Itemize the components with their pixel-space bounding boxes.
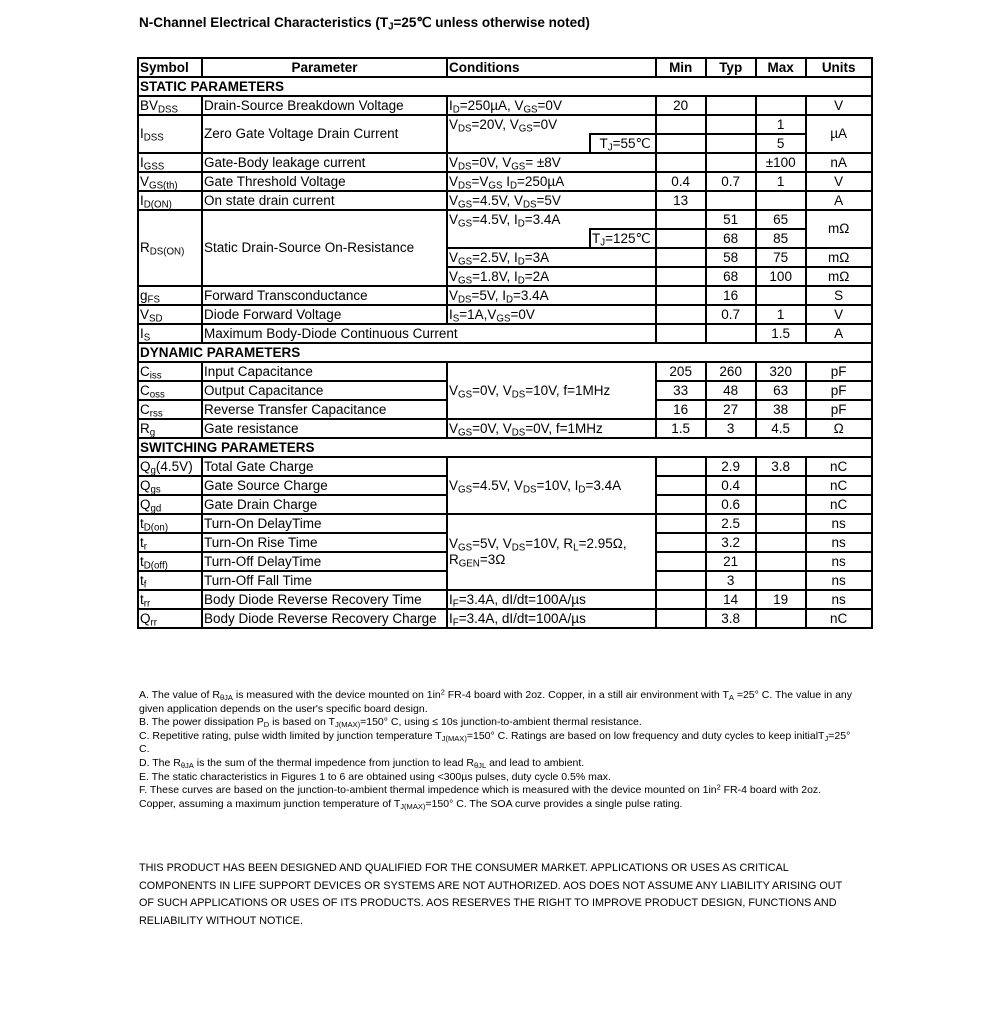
typ: 68 xyxy=(706,229,756,248)
units: V xyxy=(806,96,872,115)
parameter: Turn-Off DelayTime xyxy=(202,552,447,571)
parameter: Diode Forward Voltage xyxy=(202,305,447,324)
parameter: Drain-Source Breakdown Voltage xyxy=(202,96,447,115)
units: ns xyxy=(806,552,872,571)
max: 3.8 xyxy=(756,457,806,476)
symbol: $t_{D(on)}$ xyxy=(138,514,202,533)
min xyxy=(656,210,706,229)
max: 1 xyxy=(756,172,806,191)
max: 75 xyxy=(756,248,806,267)
symbol: $t_f$ xyxy=(138,571,202,590)
min: 33 xyxy=(656,381,706,400)
min xyxy=(656,153,706,172)
parameter: Gate resistance xyxy=(202,419,447,438)
conditions: $V_{GS}=5V$, $V_{DS}=10V$, $R_L=2.95\Omega$, $R_{GEN}=3\Omega$ xyxy=(447,514,656,590)
parameter: Gate Source Charge xyxy=(202,476,447,495)
typ: 0.6 xyxy=(706,495,756,514)
table-row xyxy=(138,115,872,134)
typ xyxy=(706,153,756,172)
max xyxy=(756,286,806,305)
symbol: $Q_g(4.5V)$ xyxy=(138,457,202,476)
min: 1.5 xyxy=(656,419,706,438)
symbol: $C_{rss}$ xyxy=(138,400,202,419)
typ xyxy=(706,324,756,343)
table-row xyxy=(138,286,872,305)
typ: 3.2 xyxy=(706,533,756,552)
symbol: $C_{iss}$ xyxy=(138,362,202,381)
electrical-characteristics-table xyxy=(137,57,873,629)
max: 85 xyxy=(756,229,806,248)
typ: 2.9 xyxy=(706,457,756,476)
table-row xyxy=(138,457,872,476)
units: nC xyxy=(806,476,872,495)
header-units: Units xyxy=(806,58,872,77)
symbol: $R_g$ xyxy=(138,419,202,438)
units: ns xyxy=(806,590,872,609)
min xyxy=(656,305,706,324)
parameter: On state drain current xyxy=(202,191,447,210)
max: 63 xyxy=(756,381,806,400)
min xyxy=(656,229,706,248)
header-max: Max xyxy=(756,58,806,77)
units: nC xyxy=(806,609,872,628)
conditions: $V_{GS}=4.5V$, $V_{DS}=10V$, $I_D=3.4A$ xyxy=(447,457,656,514)
table-row xyxy=(138,305,872,324)
typ xyxy=(706,115,756,134)
table-row xyxy=(138,590,872,609)
max: 19 xyxy=(756,590,806,609)
units: ns xyxy=(806,571,872,590)
typ: 3.8 xyxy=(706,609,756,628)
units: mΩ xyxy=(806,248,872,267)
typ xyxy=(706,134,756,153)
header-symbol: Symbol xyxy=(138,58,202,77)
max: 38 xyxy=(756,400,806,419)
min xyxy=(656,495,706,514)
max xyxy=(756,495,806,514)
units: V xyxy=(806,172,872,191)
units: V xyxy=(806,305,872,324)
units: nC xyxy=(806,495,872,514)
conditions-temp: $T_J=55℃$ xyxy=(590,134,656,153)
symbol: $Q_{rr}$ xyxy=(138,609,202,628)
typ: 58 xyxy=(706,248,756,267)
table-row xyxy=(138,96,872,115)
parameter: Static Drain-Source On-Resistance xyxy=(202,210,447,286)
min xyxy=(656,533,706,552)
max: 1.5 xyxy=(756,324,806,343)
min xyxy=(656,286,706,305)
max xyxy=(756,609,806,628)
parameter: Gate Drain Charge xyxy=(202,495,447,514)
symbol: $C_{oss}$ xyxy=(138,381,202,400)
section-static: STATIC PARAMETERS xyxy=(138,77,872,96)
parameter: Turn-Off Fall Time xyxy=(202,571,447,590)
conditions-temp: $T_J=125℃$ xyxy=(590,229,656,248)
units: A xyxy=(806,191,872,210)
footnote-b: B. The power dissipation $P_D$ is based on $T_{J(MAX)}=150^\circ$ C, using ≤ 10s junction-to-ambient thermal resistance. xyxy=(139,716,642,730)
min xyxy=(656,134,706,153)
symbol: $V_{GS(th)}$ xyxy=(138,172,202,191)
symbol: $I_{D(ON)}$ xyxy=(138,191,202,210)
parameter: Turn-On Rise Time xyxy=(202,533,447,552)
conditions: $V_{GS}=0V$, $V_{DS}=10V$, f=1MHz xyxy=(447,362,656,419)
conditions: $V_{GS}=2.5V$, $I_D=3A$ xyxy=(447,248,656,267)
typ: 48 xyxy=(706,381,756,400)
symbol: $I_{DSS}$ xyxy=(138,115,202,153)
header-parameter: Parameter xyxy=(202,58,447,77)
parameter: Gate-Body leakage current xyxy=(202,153,447,172)
symbol: $g_{FS}$ xyxy=(138,286,202,305)
units: µA xyxy=(806,115,872,153)
header-row xyxy=(138,58,872,77)
min xyxy=(656,248,706,267)
conditions: $V_{DS}=20V$, $V_{GS}=0V$ xyxy=(447,115,656,134)
conditions: $V_{GS}=4.5V$, $V_{DS}=5V$ xyxy=(447,191,656,210)
typ: 260 xyxy=(706,362,756,381)
conditions: $V_{GS}=1.8V$, $I_D=2A$ xyxy=(447,267,656,286)
units: pF xyxy=(806,362,872,381)
typ: 0.7 xyxy=(706,172,756,191)
min xyxy=(656,609,706,628)
parameter: Turn-On DelayTime xyxy=(202,514,447,533)
units: nC xyxy=(806,457,872,476)
table-row xyxy=(138,362,872,381)
symbol: $t_r$ xyxy=(138,533,202,552)
section-dynamic: DYNAMIC PARAMETERS xyxy=(138,343,872,362)
typ: 27 xyxy=(706,400,756,419)
parameter: Forward Transconductance xyxy=(202,286,447,305)
footnote-a: A. The value of $R_{\theta JA}$ is measured with the device mounted on $1in^2$ FR-4 board with 2oz. Copper, in a still air environment with $T_A =25^\circ$ C. The value in any given application depends on the user's specific board design. xyxy=(139,687,853,715)
max xyxy=(756,552,806,571)
min xyxy=(656,571,706,590)
typ: 16 xyxy=(706,286,756,305)
typ: 21 xyxy=(706,552,756,571)
symbol: $Q_{gs}$ xyxy=(138,476,202,495)
disclaimer: THIS PRODUCT HAS BEEN DESIGNED AND QUALIFIED FOR THE CONSUMER MARKET. APPLICATIONS OR USES AS CRITICAL COMPONENTS IN LIFE SUPPORT DEVICES OR SYSTEMS ARE NOT AUTHORIZED. AOS DOES NOT ASSUME ANY LIABILITY ARISING OUT OF SUCH APPLICATIONS OR USES OF ITS PRODUCTS. AOS RESERVES THE RIGHT TO IMPROVE PRODUCT DESIGN, FUNCTIONS AND RELIABILITY WITHOUT NOTICE. xyxy=(139,862,842,927)
footnotes xyxy=(139,689,859,811)
parameter: Body Diode Reverse Recovery Time xyxy=(202,590,447,609)
conditions: $V_{DS}=0V$, $V_{GS}= \pm 8V$ xyxy=(447,153,656,172)
typ: 3 xyxy=(706,419,756,438)
table-row xyxy=(138,191,872,210)
footnote-d: D. The $R_{\theta JA}$ is the sum of the thermal impedence from junction to lead $R_{\theta JL}$ and lead to ambient. xyxy=(139,756,585,770)
symbol: $t_{D(off)}$ xyxy=(138,552,202,571)
footnote-f: F. These curves are based on the junction-to-ambient thermal impedence which is measured with the device mounted on $1in^2$ FR-4 board with 2oz. Copper, assuming a maximum junction temperature of $T_{J(MAX)}=150^\circ$ C. The SOA curve provides a single pulse rating. xyxy=(139,782,822,811)
symbol: $I_{GSS}$ xyxy=(138,153,202,172)
max xyxy=(756,533,806,552)
max: 1 xyxy=(756,115,806,134)
table-row xyxy=(138,153,872,172)
symbol: $V_{SD}$ xyxy=(138,305,202,324)
typ: 14 xyxy=(706,590,756,609)
footnote-c: C. Repetitive rating, pulse width limited by junction temperature $T_{J(MAX)}=150^\circ$ C. Ratings are based on low frequency and duty cycles to keep initialT$_J$=25° C. xyxy=(139,729,851,756)
units: pF xyxy=(806,381,872,400)
units: mΩ xyxy=(806,210,872,248)
min xyxy=(656,115,706,134)
min xyxy=(656,457,706,476)
max xyxy=(756,514,806,533)
min xyxy=(656,324,706,343)
max: ±100 xyxy=(756,153,806,172)
footnote-e: E. The static characteristics in Figures 1 to 6 are obtained using <300µs pulses, duty cycle 0.5% max. xyxy=(139,770,611,783)
typ xyxy=(706,96,756,115)
units: S xyxy=(806,286,872,305)
max: 5 xyxy=(756,134,806,153)
min xyxy=(656,267,706,286)
table-row xyxy=(138,324,872,343)
parameter: Output Capacitance xyxy=(202,381,447,400)
min: 205 xyxy=(656,362,706,381)
min: 13 xyxy=(656,191,706,210)
max xyxy=(756,191,806,210)
units: mΩ xyxy=(806,267,872,286)
conditions: $V_{DS}=V_{GS}$ $I_D=250\mu A$ xyxy=(447,172,656,191)
symbol: $I_S$ xyxy=(138,324,202,343)
symbol: $Q_{gd}$ xyxy=(138,495,202,514)
max xyxy=(756,476,806,495)
typ: 0.7 xyxy=(706,305,756,324)
conditions: $I_F=3.4A$, dI/dt=100A/µs xyxy=(447,609,656,628)
header-conditions: Conditions xyxy=(447,58,656,77)
min xyxy=(656,590,706,609)
typ: 0.4 xyxy=(706,476,756,495)
conditions: $I_S=1A,V_{GS}=0V$ xyxy=(447,305,656,324)
parameter: Gate Threshold Voltage xyxy=(202,172,447,191)
typ: 51 xyxy=(706,210,756,229)
typ: 68 xyxy=(706,267,756,286)
min: 0.4 xyxy=(656,172,706,191)
max xyxy=(756,96,806,115)
page-title: N-Channel Electrical Characteristics ($T_J=25℃$ unless otherwise noted) xyxy=(139,15,590,33)
units: ns xyxy=(806,533,872,552)
max: 320 xyxy=(756,362,806,381)
conditions: $I_F=3.4A$, dI/dt=100A/µs xyxy=(447,590,656,609)
header-min: Min xyxy=(656,58,706,77)
conditions: $V_{GS}=0V$, $V_{DS}=0V$, f=1MHz xyxy=(447,419,656,438)
symbol: $t_{rr}$ xyxy=(138,590,202,609)
header-typ: Typ xyxy=(706,58,756,77)
parameter: Input Capacitance xyxy=(202,362,447,381)
table-row xyxy=(138,210,872,229)
conditions: $I_D=250\mu A$, $V_{GS}=0V$ xyxy=(447,96,656,115)
parameter: Zero Gate Voltage Drain Current xyxy=(202,115,447,153)
max: 100 xyxy=(756,267,806,286)
parameter: Total Gate Charge xyxy=(202,457,447,476)
max: 4.5 xyxy=(756,419,806,438)
table-row xyxy=(138,609,872,628)
min: 16 xyxy=(656,400,706,419)
max xyxy=(756,571,806,590)
typ xyxy=(706,191,756,210)
units: Ω xyxy=(806,419,872,438)
min xyxy=(656,514,706,533)
max: 1 xyxy=(756,305,806,324)
parameter: Reverse Transfer Capacitance xyxy=(202,400,447,419)
max: 65 xyxy=(756,210,806,229)
conditions: $V_{DS}=5V$, $I_D=3.4A$ xyxy=(447,286,656,305)
units: ns xyxy=(806,514,872,533)
typ: 3 xyxy=(706,571,756,590)
min: 20 xyxy=(656,96,706,115)
table-row xyxy=(138,419,872,438)
units: A xyxy=(806,324,872,343)
table-row xyxy=(138,514,872,533)
units: nA xyxy=(806,153,872,172)
min xyxy=(656,552,706,571)
table-row xyxy=(138,172,872,191)
units: pF xyxy=(806,400,872,419)
symbol: $BV_{DSS}$ xyxy=(138,96,202,115)
symbol: $R_{DS(ON)}$ xyxy=(138,210,202,286)
min xyxy=(656,476,706,495)
conditions: $V_{GS}=4.5V$, $I_D=3.4A$ xyxy=(447,210,656,229)
typ: 2.5 xyxy=(706,514,756,533)
parameter: Maximum Body-Diode Continuous Current xyxy=(202,324,656,343)
parameter: Body Diode Reverse Recovery Charge xyxy=(202,609,447,628)
section-switching: SWITCHING PARAMETERS xyxy=(138,438,872,457)
